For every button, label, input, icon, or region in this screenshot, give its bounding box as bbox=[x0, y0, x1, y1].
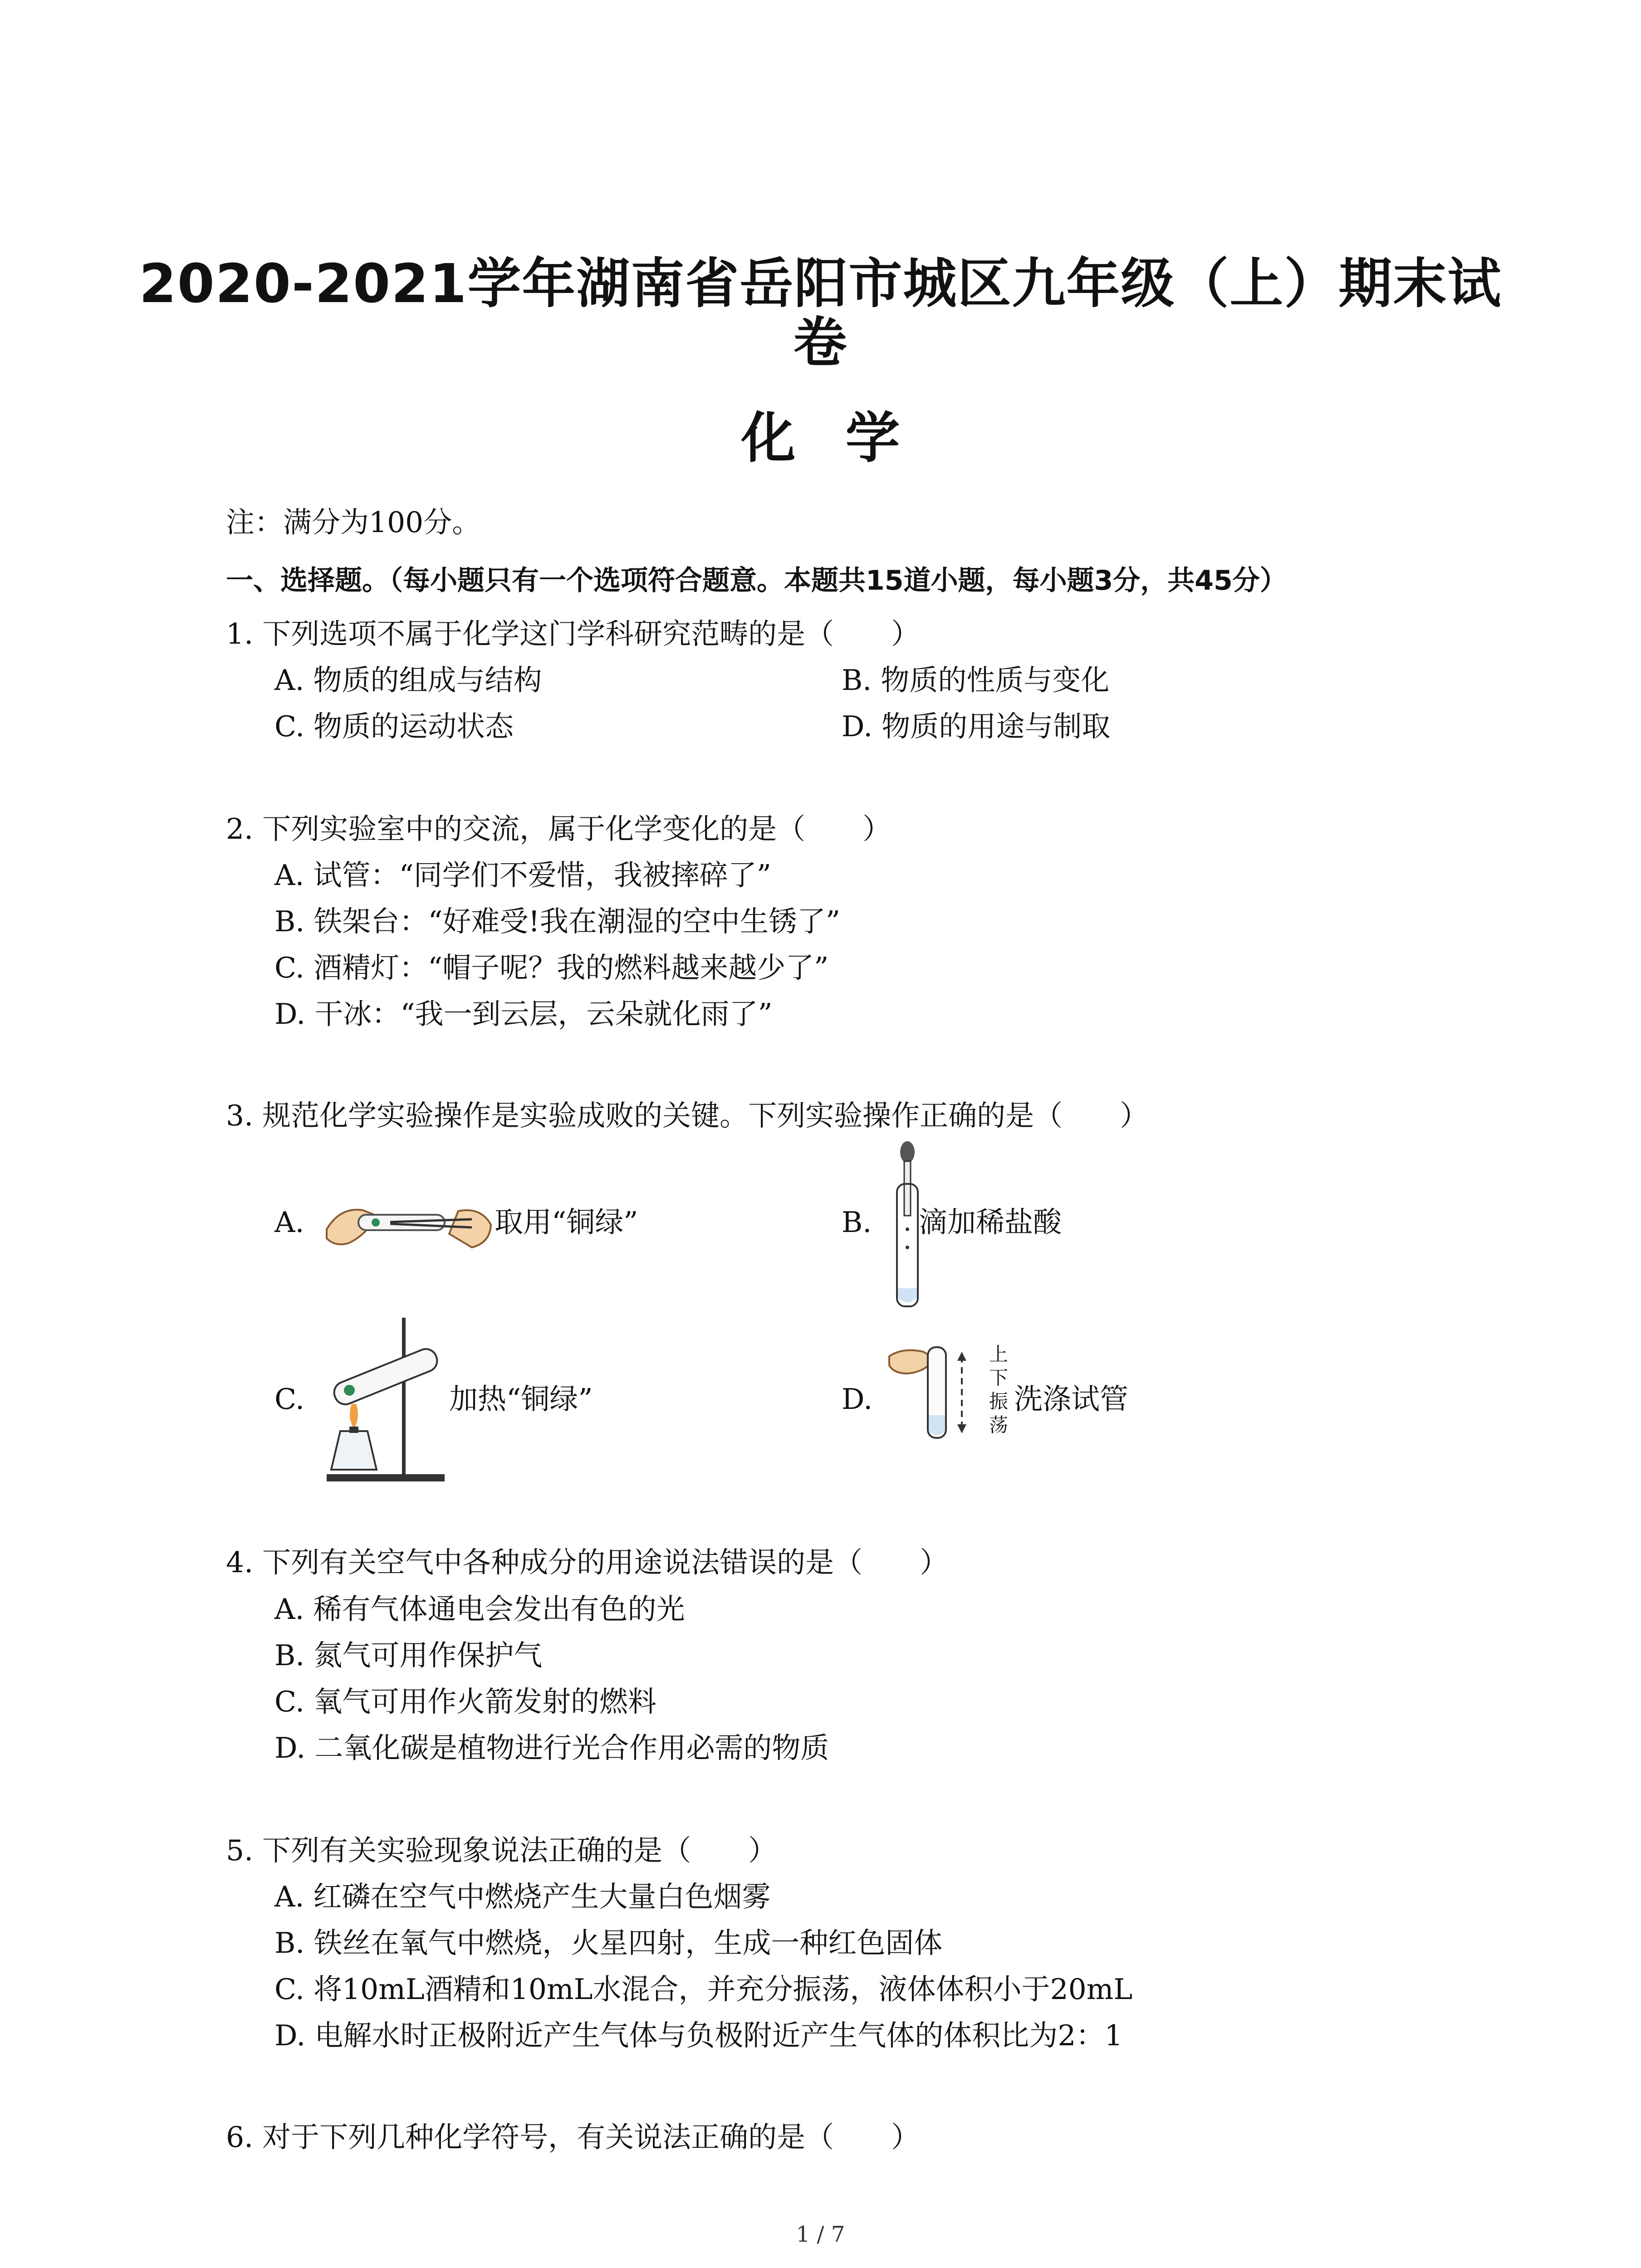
q1-option-b: B. 物质的性质与变化 bbox=[842, 664, 1110, 697]
q3-option-b-text: 滴加稀盐酸 bbox=[919, 1206, 1062, 1239]
subject-title: 化学 bbox=[741, 407, 950, 470]
q3-option-d-letter: D. bbox=[842, 1383, 873, 1416]
q3-stem: 3. 规范化学实验操作是实验成败的关键。下列实验操作正确的是（ ） bbox=[226, 1099, 1149, 1132]
q3-figure-d-label-2: 下 bbox=[989, 1367, 1009, 1389]
q4-option-d: D. 二氧化碳是植物进行光合作用必需的物质 bbox=[274, 1731, 829, 1765]
q3-option-c-letter: C. bbox=[274, 1383, 304, 1416]
q3-figure-d-label-3: 振 bbox=[989, 1390, 1009, 1413]
page-title-line2: 卷 bbox=[793, 311, 848, 374]
q4-stem: 4. 下列有关空气中各种成分的用途说法错误的是（ ） bbox=[226, 1546, 949, 1579]
q5-option-d: D. 电解水时正极附近产生气体与负极附近产生气体的体积比为2：1 bbox=[274, 2019, 1123, 2052]
q3-figure-d-shaking-tube-icon bbox=[889, 1338, 980, 1447]
q5-option-a: A. 红磷在空气中燃烧产生大量白色烟雾 bbox=[274, 1880, 771, 1913]
q2-option-d: D. 干冰：“我一到云层，云朵就化雨了” bbox=[274, 997, 773, 1031]
q5-stem: 5. 下列有关实验现象说法正确的是（ ） bbox=[226, 1834, 777, 1867]
page-number: 1 / 7 bbox=[796, 2222, 845, 2247]
q1-option-d: D. 物质的用途与制取 bbox=[842, 710, 1111, 743]
q3-figure-a-tweezers-icon bbox=[322, 1175, 495, 1266]
q1-stem: 1. 下列选项不属于化学这门学科研究范畴的是（ ） bbox=[226, 617, 920, 650]
q3-option-a-letter: A. bbox=[274, 1206, 304, 1239]
q1-option-c: C. 物质的运动状态 bbox=[274, 710, 514, 743]
q2-option-b: B. 铁架台：“好难受!我在潮湿的空中生锈了” bbox=[274, 905, 841, 938]
q2-option-c: C. 酒精灯：“帽子呢？我的燃料越来越少了” bbox=[274, 951, 829, 984]
q1-option-a: A. 物质的组成与结构 bbox=[274, 664, 542, 697]
q3-option-b-letter: B. bbox=[842, 1206, 872, 1239]
q2-option-a: A. 试管：“同学们不爱惜，我被摔碎了” bbox=[274, 859, 771, 892]
q3-figure-d-label-4: 荡 bbox=[989, 1414, 1009, 1436]
page-title-line1: 2020-2021学年湖南省岳阳市城区九年级（上）期末试 bbox=[139, 252, 1502, 315]
q5-option-c: C. 将10mL酒精和10mL水混合，并充分振荡，液体体积小于20mL bbox=[274, 1973, 1133, 2006]
q2-stem: 2. 下列实验室中的交流，属于化学变化的是（ ） bbox=[226, 812, 892, 846]
q4-option-c: C. 氧气可用作火箭发射的燃料 bbox=[274, 1685, 657, 1718]
q3-option-c-text: 加热“铜绿” bbox=[449, 1383, 593, 1416]
q4-option-a: A. 稀有气体通电会发出有色的光 bbox=[274, 1593, 685, 1626]
q3-option-d-text: 洗涤试管 bbox=[1014, 1383, 1128, 1416]
q6-stem: 6. 对于下列几种化学符号，有关说法正确的是（ ） bbox=[226, 2121, 920, 2154]
q3-figure-d-label bbox=[989, 1343, 1008, 1437]
score-note: 注：满分为100分。 bbox=[226, 506, 481, 539]
q3-figure-d-label-1: 上 bbox=[989, 1343, 1009, 1365]
q5-option-b: B. 铁丝在氧气中燃烧，火星四射，生成一种红色固体 bbox=[274, 1926, 943, 1960]
q3-option-a-text: 取用“铜绿” bbox=[495, 1206, 638, 1239]
section-heading: 一、选择题。（每小题只有一个选项符合题意。本题共15道小题，每小题3分，共45分） bbox=[226, 565, 1287, 596]
q4-option-b: B. 氮气可用作保护气 bbox=[274, 1639, 543, 1672]
q3-figure-c-heating-setup-icon bbox=[309, 1313, 467, 1486]
